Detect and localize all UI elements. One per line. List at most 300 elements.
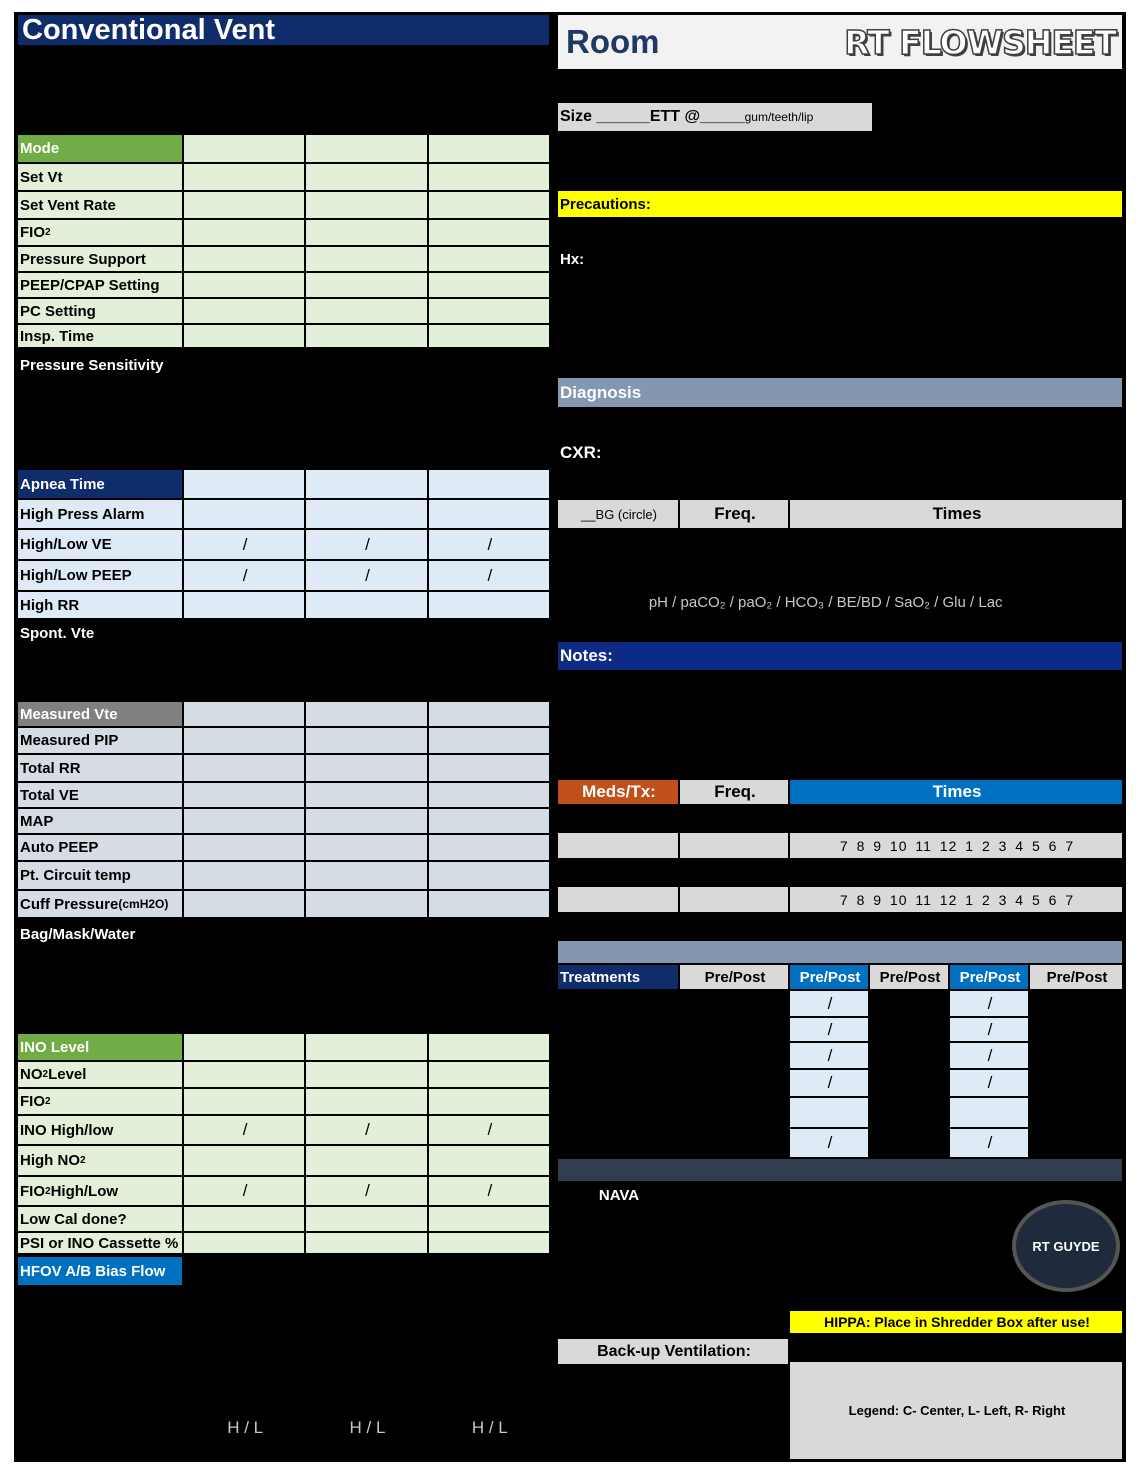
- psi-or-ino-cassette-cell[interactable]: [429, 1233, 549, 1253]
- pressure-support-cell[interactable]: [184, 247, 306, 271]
- pt-circuit-temp-cell[interactable]: [184, 862, 306, 889]
- hfov-map-cell[interactable]: [184, 1313, 306, 1336]
- wt-label: Wt:: [792, 76, 820, 95]
- spont-ve-cell[interactable]: [429, 674, 549, 698]
- treatment-cell[interactable]: /: [870, 991, 950, 1016]
- hfov-map-cell[interactable]: [429, 1313, 549, 1336]
- pressure-sensitivity-cell[interactable]: [429, 351, 549, 379]
- set-vt-cell[interactable]: [306, 164, 428, 190]
- spont-rr-cell[interactable]: [429, 646, 549, 672]
- pt-circuit-temp-cell[interactable]: [429, 862, 549, 889]
- hertz-cell[interactable]: [184, 1287, 306, 1311]
- insp-cycle-off-cell[interactable]: [184, 441, 306, 466]
- fio2-setting-cell[interactable]: [184, 220, 306, 245]
- treatment-cell[interactable]: /: [1074, 1019, 1080, 1039]
- auto-peep-cell[interactable]: [429, 835, 549, 860]
- map-alarm-h-l-cell[interactable]: H / L: [184, 1415, 306, 1440]
- psi-or-ino-cassette-text: PSI or INO Cassette %: [20, 1234, 179, 1252]
- med-times[interactable]: 7 8 9 10 11 12 1 2 3 4 5 6 7: [790, 833, 1122, 858]
- treatment-cell[interactable]: /: [680, 1043, 790, 1068]
- power-cell[interactable]: [429, 1364, 549, 1387]
- spont-ve-row: [18, 674, 549, 702]
- high-low-ve-cell[interactable]: /: [184, 530, 306, 559]
- lyts-row: [558, 560, 1122, 590]
- nava-row-edi-peak: [558, 1239, 788, 1265]
- rn-signature[interactable]: RN: [790, 1335, 955, 1360]
- ett-gum-text: gum/teeth/lip: [744, 110, 814, 124]
- flow-sensitivity-cell[interactable]: [429, 381, 549, 409]
- peep-cpap-setting-cell[interactable]: [184, 273, 306, 297]
- etco2-tcco2-cell[interactable]: [184, 1005, 306, 1030]
- treatment-label: SPO2: [558, 1070, 680, 1096]
- age-label[interactable]: Age:: [558, 71, 790, 101]
- map-cell[interactable]: [429, 809, 549, 833]
- insp-time-cell[interactable]: [429, 325, 549, 347]
- spont-vte-cell[interactable]: [429, 622, 549, 644]
- high-low-peep-cell[interactable]: /: [429, 561, 549, 590]
- power-cell[interactable]: [184, 1364, 306, 1387]
- notes-line[interactable]: [558, 726, 1122, 753]
- appliance-field[interactable]: Appliance:: [560, 139, 642, 156]
- mode-text: Mode: [20, 140, 60, 157]
- diagnosis-row: [558, 378, 1122, 409]
- backup-settings-field[interactable]: PC_____ RR_____ IT_____: [572, 1404, 749, 1421]
- ett-label: ETT depth /position: [18, 72, 184, 100]
- spont-rr-cell[interactable]: [184, 646, 306, 672]
- med-freq[interactable]: [680, 833, 790, 858]
- lyts-options[interactable]: Lyts Co-ox Lac Glu: [558, 560, 680, 588]
- ett-position-cell[interactable]: / L C R: [460, 78, 520, 94]
- high-low-peep-cell[interactable]: /: [306, 561, 428, 590]
- nava-value[interactable]: / /: [727, 1316, 743, 1336]
- total-rr-cell[interactable]: [429, 755, 549, 781]
- set-vt-cell[interactable]: [429, 164, 549, 190]
- last-bg-field[interactable]: [558, 590, 1122, 614]
- med-times[interactable]: 7 8 9 10 11 12 1 2 3 4 5 6 7: [790, 887, 1122, 912]
- ett-size-field[interactable]: [558, 103, 872, 133]
- breath-sounds-text: Breath Sounds: [20, 953, 127, 971]
- measured-vte-cell[interactable]: [306, 702, 428, 726]
- pc-setting-cell[interactable]: [429, 299, 549, 323]
- subscript-2: 2: [114, 1012, 121, 1023]
- meds-freq-header: Freq.: [680, 780, 790, 804]
- ino-level-label: [18, 1034, 184, 1060]
- breath-sounds-label: [18, 949, 184, 975]
- ett-size-text: Size ______ETT @_____: [560, 108, 745, 125]
- breath-sounds-cell[interactable]: [184, 949, 306, 975]
- it-cell[interactable]: [306, 1389, 428, 1413]
- total-rr-cell[interactable]: [184, 755, 306, 781]
- diagnosis-line[interactable]: [558, 409, 1122, 437]
- nava-label: Edi Peak: [558, 1239, 680, 1263]
- mode-cell[interactable]: [429, 135, 549, 162]
- high-press-alarm-cell[interactable]: [306, 500, 428, 528]
- med-freq[interactable]: [680, 806, 790, 831]
- pressure-sensitivity-cell[interactable]: [184, 351, 306, 379]
- hfov-a-b-bias-flow-cell[interactable]: [429, 1257, 549, 1285]
- ino-level-cell[interactable]: [306, 1034, 428, 1060]
- notes-line[interactable]: [558, 672, 1122, 699]
- low-cal-done-cell[interactable]: [429, 1207, 549, 1231]
- peep-cpap-setting-cell[interactable]: [429, 273, 549, 297]
- time-cell[interactable]: [306, 47, 428, 70]
- mode-cell[interactable]: [306, 135, 428, 162]
- hx-line[interactable]: [558, 352, 1122, 378]
- vent-brand-cell[interactable]: [184, 102, 306, 131]
- trach-line[interactable]: [874, 103, 1122, 133]
- vent-brand-cell[interactable]: [306, 102, 428, 131]
- auto-peep-row: [18, 835, 549, 862]
- nava-size-row[interactable]: [558, 1209, 788, 1239]
- ino-level-cell[interactable]: [429, 1034, 549, 1060]
- map-alarm-h-l-cell[interactable]: H / L: [471, 1417, 508, 1437]
- time-cell[interactable]: [429, 47, 549, 70]
- spont-rr-cell[interactable]: [306, 646, 428, 672]
- fio2-high-low-cell[interactable]: /: [184, 1177, 306, 1205]
- treatment-cell[interactable]: /: [790, 1018, 870, 1041]
- o2-sats-cell[interactable]: [429, 977, 549, 1003]
- apnea-time-cell[interactable]: [429, 470, 549, 498]
- nava-value[interactable]: / /: [727, 1292, 743, 1312]
- bottom-block: [558, 1183, 1122, 1459]
- ino-high-low-row: [18, 1116, 549, 1146]
- hx-line[interactable]: [558, 274, 1122, 300]
- bag-mask-water-cell[interactable]: □ / □ / □: [184, 921, 306, 947]
- treatment-cell[interactable]: /: [870, 1043, 950, 1068]
- treatment-cell[interactable]: /: [1074, 1133, 1080, 1152]
- measured-pip-cell[interactable]: [429, 728, 549, 753]
- notes-line[interactable]: [558, 699, 1122, 726]
- measured-pip-cell[interactable]: [306, 728, 428, 753]
- med-row: [558, 860, 1122, 887]
- treatment-cell[interactable]: /: [790, 991, 870, 1016]
- fio2-high-low-cell[interactable]: /: [306, 1177, 428, 1205]
- set-vt-row: [18, 164, 549, 192]
- treatment-label: RR: [558, 1043, 680, 1068]
- map-text: MAP: [20, 812, 54, 830]
- high-press-alarm-cell[interactable]: [429, 500, 549, 528]
- treatment-cell[interactable]: [950, 1098, 1030, 1127]
- pre-post-header: Pre/Post: [680, 965, 790, 989]
- ino-level-row: [18, 1034, 549, 1062]
- patient-label-area[interactable]: [790, 1183, 1122, 1311]
- treatment-cell[interactable]: /: [950, 1018, 1030, 1041]
- current-settings-field[interactable]: Current Settings:: [560, 168, 683, 186]
- precautions-row: [558, 191, 1122, 219]
- size-trach-row: [558, 103, 1122, 165]
- breath-sounds-cell[interactable]: [306, 949, 428, 975]
- med-freq[interactable]: [680, 887, 790, 912]
- ett-position-cell[interactable]: / L C R: [306, 72, 428, 100]
- it-row: [18, 1389, 549, 1415]
- map-text: MAP: [20, 1316, 54, 1333]
- etco2-tcco2-cell[interactable]: [306, 1005, 428, 1030]
- hx-line[interactable]: [558, 300, 1122, 326]
- map-alarm-h-l-row: [18, 1415, 549, 1442]
- measured-vte-cell[interactable]: [184, 702, 306, 726]
- treatment-cell[interactable]: [870, 1098, 950, 1127]
- lyts-freq[interactable]: [680, 560, 790, 588]
- med-name[interactable]: [558, 887, 680, 912]
- hfov-a-b-bias-flow-cell[interactable]: [184, 1257, 306, 1285]
- treatment-cell[interactable]: /: [950, 1043, 1030, 1068]
- high-low-ve-cell[interactable]: /: [306, 530, 428, 559]
- treatment-divider: [558, 1159, 1122, 1183]
- code-status-field[interactable]: Code Status:: [560, 223, 653, 240]
- ino-fio2-cell[interactable]: [429, 1089, 549, 1114]
- treatment-cell[interactable]: [1030, 1098, 1122, 1127]
- bag-mask-water-text: Bag/Mask/Water: [20, 925, 136, 943]
- breath-sounds-cell[interactable]: [429, 949, 549, 975]
- fio2-high-low-cell[interactable]: /: [429, 1177, 549, 1205]
- treatment-cell[interactable]: /: [1074, 1045, 1080, 1065]
- oral-nasal-option[interactable]: Oral/Nasal: [697, 1186, 773, 1204]
- treatment-cell[interactable]: /: [950, 991, 1030, 1016]
- cuff-pressure-cell[interactable]: [429, 891, 549, 917]
- med-name[interactable]: [558, 833, 680, 858]
- insp-cycle-off-cell[interactable]: [429, 441, 549, 466]
- insp-rise-time-cell[interactable]: [184, 411, 306, 439]
- insp-rise-time-cell[interactable]: [306, 411, 428, 439]
- set-vent-rate-cell[interactable]: [184, 192, 306, 218]
- apnea-time-cell[interactable]: [184, 470, 306, 498]
- total-ve-cell[interactable]: [306, 783, 428, 807]
- lyts-options[interactable]: Lyts Co-ox Lac Glu: [558, 530, 680, 558]
- map-cell[interactable]: [184, 809, 306, 833]
- treatment-cell[interactable]: /: [1074, 1073, 1080, 1092]
- flow-sensitivity-cell[interactable]: [184, 381, 306, 409]
- etco-text: ETCO: [20, 1009, 62, 1026]
- nava-value[interactable]: / /: [727, 1267, 743, 1286]
- total-rr-row: [18, 755, 549, 783]
- auto-peep-cell[interactable]: [306, 835, 428, 860]
- set-vent-rate-cell[interactable]: [306, 192, 428, 218]
- pressure-support-cell[interactable]: [306, 247, 428, 271]
- map-cell[interactable]: [306, 809, 428, 833]
- spont-vte-cell[interactable]: [184, 622, 306, 644]
- high-low-ve-cell[interactable]: /: [429, 530, 549, 559]
- set-vent-rate-cell[interactable]: [429, 192, 549, 218]
- pressure-sensitivity-cell[interactable]: [306, 351, 428, 379]
- ino-level-cell[interactable]: [184, 1034, 306, 1060]
- spont-ve-cell[interactable]: [184, 674, 306, 698]
- hertz-cell[interactable]: [429, 1287, 549, 1311]
- cxr-header: CXR:: [558, 437, 1122, 468]
- high-low-peep-cell[interactable]: /: [184, 561, 306, 590]
- hfov-a-b-bias-flow-label: [18, 1257, 184, 1285]
- peep-cpap-setting-cell[interactable]: [306, 273, 428, 297]
- treatment-cell[interactable]: /: [950, 1070, 1030, 1096]
- treatment-cell[interactable]: /: [870, 1070, 950, 1096]
- ino-fio2-cell[interactable]: [306, 1089, 428, 1114]
- med-row: [558, 887, 1122, 914]
- treatment-cell[interactable]: /: [870, 1018, 950, 1041]
- med-times[interactable]: 7 8 9 10 11 12 1 2 3 4 5 6 7: [839, 864, 1075, 881]
- bag-mask-water-cell[interactable]: □ / □ / □: [460, 924, 520, 943]
- hertz-cell[interactable]: [306, 1287, 428, 1311]
- low-cal-done-cell[interactable]: [306, 1207, 428, 1231]
- last-bg-line[interactable]: [558, 616, 1122, 642]
- med-name[interactable]: [558, 806, 680, 831]
- no2-level-cell[interactable]: [184, 1062, 306, 1087]
- no2-level-row: [18, 1062, 549, 1089]
- cuff-pressure-cell[interactable]: [306, 891, 428, 917]
- insp-time-cell[interactable]: [184, 325, 306, 347]
- ett-position-cell[interactable]: / L C R: [184, 72, 306, 100]
- med-freq[interactable]: [680, 914, 790, 939]
- lyts-times[interactable]: 7 8 9 10 11 12 1 2 3 4 5 6 7: [839, 566, 1075, 582]
- no2-level-cell[interactable]: [306, 1062, 428, 1087]
- pc-setting-cell[interactable]: [306, 299, 428, 323]
- pressure-support-cell[interactable]: [429, 247, 549, 271]
- md-signature[interactable]: MD: [1093, 1338, 1118, 1356]
- flow-sensitivity-cell[interactable]: [306, 381, 428, 409]
- med-freq[interactable]: [680, 860, 790, 885]
- bag-mask-water-cell[interactable]: □ / □ / □: [306, 921, 428, 947]
- subscript-2: 2: [42, 1069, 49, 1080]
- med-name[interactable]: [558, 914, 680, 939]
- treatment-cell[interactable]: [680, 1098, 790, 1127]
- psi-or-ino-cassette-cell[interactable]: [306, 1233, 428, 1253]
- hx-line[interactable]: [558, 326, 1122, 352]
- treatment-cell[interactable]: /: [790, 1043, 870, 1068]
- high-press-alarm-cell[interactable]: [184, 500, 306, 528]
- it-cell[interactable]: [184, 1389, 306, 1413]
- hfov-a-b-bias-flow-cell[interactable]: [306, 1257, 428, 1285]
- ino-high-low-cell[interactable]: /: [429, 1116, 549, 1144]
- treatment-cell[interactable]: /: [680, 1018, 790, 1041]
- time-label: Time: [18, 47, 184, 70]
- o2-sats-cell[interactable]: [306, 977, 428, 1003]
- treatment-cell[interactable]: /: [680, 991, 790, 1016]
- treatment-cell[interactable]: /: [680, 1070, 790, 1096]
- ino-high-low-cell[interactable]: /: [306, 1116, 428, 1144]
- pt-circuit-temp-cell[interactable]: [306, 862, 428, 889]
- treatment-cell[interactable]: /: [790, 1129, 870, 1157]
- ino-high-low-cell[interactable]: /: [184, 1116, 306, 1144]
- fio2-setting-cell[interactable]: [306, 220, 428, 245]
- ino-high-low-label: [18, 1116, 184, 1144]
- treatment-row-appliance: [558, 1098, 1122, 1129]
- hfov-map-cell[interactable]: [306, 1313, 428, 1336]
- amp-cell[interactable]: [184, 1338, 306, 1362]
- insp-cycle-off-cell[interactable]: [306, 441, 428, 466]
- lyts-times[interactable]: 7 8 9 10 11 12 1 2 3 4 5 6 7: [839, 536, 1075, 552]
- total-ve-cell[interactable]: [429, 783, 549, 807]
- total-rr-cell[interactable]: [306, 755, 428, 781]
- total-ve-cell[interactable]: [184, 783, 306, 807]
- cuff-pressure-cell[interactable]: [184, 891, 306, 917]
- mode-cell[interactable]: [184, 135, 306, 162]
- fio2-setting-cell[interactable]: [429, 220, 549, 245]
- med-times[interactable]: 7 8 9 10 11 12 1 2 3 4 5 6 7: [839, 918, 1075, 935]
- auto-peep-cell[interactable]: [184, 835, 306, 860]
- high-rr-cell[interactable]: [184, 592, 306, 618]
- pre-post-header: Pre/Post: [790, 965, 870, 989]
- it-cell[interactable]: [429, 1389, 549, 1413]
- no-text: NO: [20, 1066, 43, 1083]
- no2-level-cell[interactable]: [429, 1062, 549, 1087]
- measured-vte-label: [18, 702, 184, 726]
- set-vt-cell[interactable]: [184, 164, 306, 190]
- low-cal-done-cell[interactable]: [184, 1207, 306, 1231]
- precautions-field[interactable]: Precautions:: [558, 191, 1122, 217]
- high-rr-text: High RR: [20, 596, 80, 614]
- amp-cell[interactable]: [306, 1338, 428, 1362]
- treatment-cell[interactable]: /: [950, 1129, 1030, 1157]
- measured-vte-cell[interactable]: [429, 702, 549, 726]
- psi-or-ino-cassette-label: [18, 1233, 184, 1253]
- nava-size-field[interactable]: [558, 1209, 788, 1237]
- pc-setting-cell[interactable]: [184, 299, 306, 323]
- measured-vte-row: [18, 702, 549, 728]
- insp-time-row: [18, 325, 549, 351]
- pressure-sensitivity-text: Pressure Sensitivity: [20, 356, 164, 374]
- apnea-time-cell[interactable]: [306, 470, 428, 498]
- time-cell[interactable]: [184, 47, 306, 70]
- med-times[interactable]: 7 8 9 10 11 12 1 2 3 4 5 6 7: [839, 810, 1075, 827]
- set-vent-rate-text: Set Vent Rate: [20, 196, 116, 214]
- high-no2-cell[interactable]: [306, 1146, 428, 1175]
- trach-size-label: Size:: [1024, 109, 1062, 126]
- backup-row: [558, 1339, 788, 1366]
- wt-ht-cell[interactable]: [790, 71, 1122, 101]
- rt-guyde-logo: RT GUYDE: [1016, 1204, 1116, 1288]
- treatment-cell[interactable]: /: [870, 1129, 950, 1157]
- etco2-tcco2-cell[interactable]: [429, 1005, 549, 1030]
- amp-cell[interactable]: [429, 1338, 549, 1362]
- pressure-support-label: [18, 247, 184, 271]
- notes-line[interactable]: [558, 753, 1122, 780]
- o2-sats-cell[interactable]: [184, 977, 306, 1003]
- measured-pip-cell[interactable]: [184, 728, 306, 753]
- nava-size-label: Size: [568, 1214, 599, 1232]
- high-no2-cell[interactable]: [184, 1146, 306, 1175]
- depth-label: Depth: [644, 1214, 687, 1232]
- power-cell[interactable]: [306, 1364, 428, 1387]
- insp-rise-time-cell[interactable]: [429, 411, 549, 439]
- cuffed-option[interactable]: Cuffed / Uncuffed: [931, 139, 1065, 156]
- ht-label: Ht:: [945, 76, 969, 95]
- vent-brand-cell[interactable]: [429, 102, 549, 131]
- treatment-cell[interactable]: [790, 1098, 870, 1127]
- hippa-notice: HIPPA: Place in Shredder Box after use!: [790, 1311, 1122, 1335]
- insp-time-cell[interactable]: [306, 325, 428, 347]
- treatment-label: Time: [558, 991, 680, 1016]
- treatment-cell[interactable]: /: [680, 1129, 790, 1157]
- etco2-mid: / TcCO: [67, 1009, 115, 1026]
- measured-pip-label: [18, 728, 184, 753]
- o2-sats-label: [18, 977, 184, 1003]
- ino-fio2-cell[interactable]: [184, 1089, 306, 1114]
- cxr-line[interactable]: [558, 470, 1122, 500]
- nava-value[interactable]: / /: [727, 1241, 743, 1260]
- high-rr-cell[interactable]: [429, 592, 549, 618]
- psi-or-ino-cassette-cell[interactable]: [184, 1233, 306, 1253]
- spont-ve-cell[interactable]: [306, 674, 428, 698]
- notes-row: [558, 642, 1122, 672]
- med-name[interactable]: [558, 860, 680, 885]
- high-no2-cell[interactable]: [429, 1146, 549, 1175]
- spont-vte-cell[interactable]: [306, 622, 428, 644]
- lyts-freq[interactable]: [680, 530, 790, 558]
- treatment-cell[interactable]: /: [1074, 993, 1080, 1013]
- map-alarm-h-l-cell[interactable]: H / L: [306, 1415, 428, 1440]
- high-rr-cell[interactable]: [306, 592, 428, 618]
- treatment-cell[interactable]: /: [790, 1070, 870, 1096]
- cuff-pressure-row: [18, 891, 549, 921]
- fio-text: FIO: [20, 1182, 45, 1200]
